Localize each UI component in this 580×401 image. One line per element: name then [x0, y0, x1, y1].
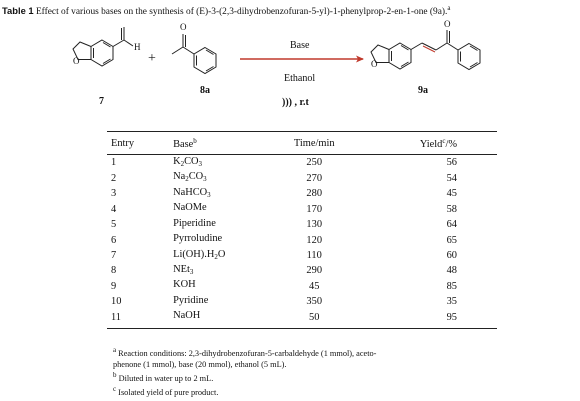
footnote-b: $^b$ Diluted in water up to 2 mL.	[113, 371, 214, 383]
cell-yield: 60	[446, 250, 457, 261]
cell-yield: 56	[446, 157, 457, 169]
footnote-c: $^c$ Isolated yield of pure product.	[113, 385, 219, 397]
oxygen-atom-7: O	[73, 56, 80, 66]
cell-entry: 10	[111, 296, 122, 308]
cell-base: $K_2CO_3$	[173, 155, 203, 168]
cell-time: 350	[306, 296, 323, 308]
cell-base: Pyrroludine	[173, 233, 223, 245]
table-row	[107, 310, 497, 328]
cell-time: 110	[306, 250, 322, 261]
cell-entry: 8	[111, 265, 117, 277]
cell-yield: 54	[446, 172, 457, 184]
cell-yield: 48	[446, 265, 457, 277]
header-yield: Yield$^c$/%	[368, 132, 497, 155]
cell-entry: 6	[111, 234, 117, 246]
cell-time: 280	[306, 188, 323, 200]
cell-base: Piperidine	[173, 217, 216, 229]
oxygen-atom-9a-ring: O	[371, 59, 378, 69]
cell-entry: 2	[111, 172, 117, 184]
header-time: Time/min	[261, 132, 368, 155]
cell-entry: 9	[111, 280, 117, 292]
table-row	[107, 248, 497, 263]
cell-yield: 95	[368, 310, 497, 328]
header-entry: Entry	[107, 132, 173, 155]
table-footnotes	[113, 345, 376, 398]
reactant-8a-structure	[172, 34, 216, 74]
table-row	[107, 170, 497, 185]
product-9a-structure	[371, 30, 480, 70]
cell-base: NaOMe	[173, 202, 207, 214]
cell-time: 50	[261, 310, 368, 328]
cell-time: 170	[306, 203, 323, 215]
table-row	[107, 155, 497, 171]
reaction-condition: ))) , r.t	[282, 97, 309, 108]
cell-time: 270	[306, 172, 323, 184]
cell-entry: 4	[111, 203, 117, 215]
cell-yield: 45	[446, 188, 457, 200]
header-base: Base$^b$	[173, 132, 261, 155]
cell-yield: 35	[446, 296, 457, 308]
footnote-a-continued: phenone (1 mmol), base (20 mmol), ethanol (5 mL).	[113, 360, 287, 369]
cell-base: KOH	[173, 279, 196, 291]
cell-base: $Na_2CO_3$	[173, 171, 207, 184]
cell-time: 130	[306, 219, 323, 231]
table-row	[107, 279, 497, 294]
table-row	[107, 186, 497, 201]
table-row	[107, 263, 497, 278]
cell-entry: 3	[111, 188, 117, 200]
table-header-row	[107, 132, 497, 155]
cell-time: 45	[309, 280, 320, 292]
hydrogen-atom: H	[134, 42, 141, 52]
results-table	[107, 131, 497, 329]
cell-yield: 85	[446, 280, 457, 292]
cell-base: NaHCO$_3$	[173, 186, 211, 199]
cell-base: NEt$_3$	[173, 263, 194, 276]
cell-entry: 11	[107, 310, 173, 328]
plus-sign: +	[148, 51, 156, 66]
footnote-a: $^a$ Reaction conditions: 2,3-dihydrobenzofuran-5-carbaldehyde (1 mmol), aceto-	[113, 346, 377, 358]
oxygen-atom-8a: O	[180, 22, 187, 32]
reaction-scheme	[0, 18, 580, 128]
oxygen-atom-9a-carbonyl: O	[444, 19, 451, 29]
cell-entry: 1	[111, 157, 117, 169]
cell-yield: 64	[446, 219, 457, 231]
cell-time: 290	[306, 265, 323, 277]
cell-base: NaOH	[173, 310, 261, 328]
cell-time: 250	[306, 157, 323, 169]
reagent-base: Base	[290, 40, 310, 51]
reactant-8a-label: 8a	[200, 85, 210, 96]
cell-base: Pyridine	[173, 294, 209, 306]
reagent-solvent: Ethanol	[284, 73, 316, 84]
cell-base: $Li(OH).H_2O$	[173, 248, 226, 261]
table-label: Table 1	[2, 5, 34, 16]
product-9a-label: 9a	[418, 85, 428, 96]
cell-yield: 58	[446, 203, 457, 215]
table-row	[107, 217, 497, 232]
cell-entry: 7	[111, 250, 117, 261]
table-row	[107, 232, 497, 247]
caption-text: Effect of various bases on the synthesis of (E)-3-(2,3-dihydrobenzofuran-5-yl)-1-phenylprop-2-en-1-one (9a).	[33, 7, 448, 17]
caption-footnote-mark: a	[447, 4, 451, 12]
cell-entry: 5	[111, 219, 117, 231]
reactant-7-structure	[73, 27, 133, 66]
table-caption	[2, 4, 450, 17]
cell-yield: 65	[446, 234, 457, 246]
table-row	[107, 294, 497, 309]
cell-time: 120	[306, 234, 323, 246]
table-row	[107, 201, 497, 216]
reactant-7-label: 7	[99, 96, 104, 107]
